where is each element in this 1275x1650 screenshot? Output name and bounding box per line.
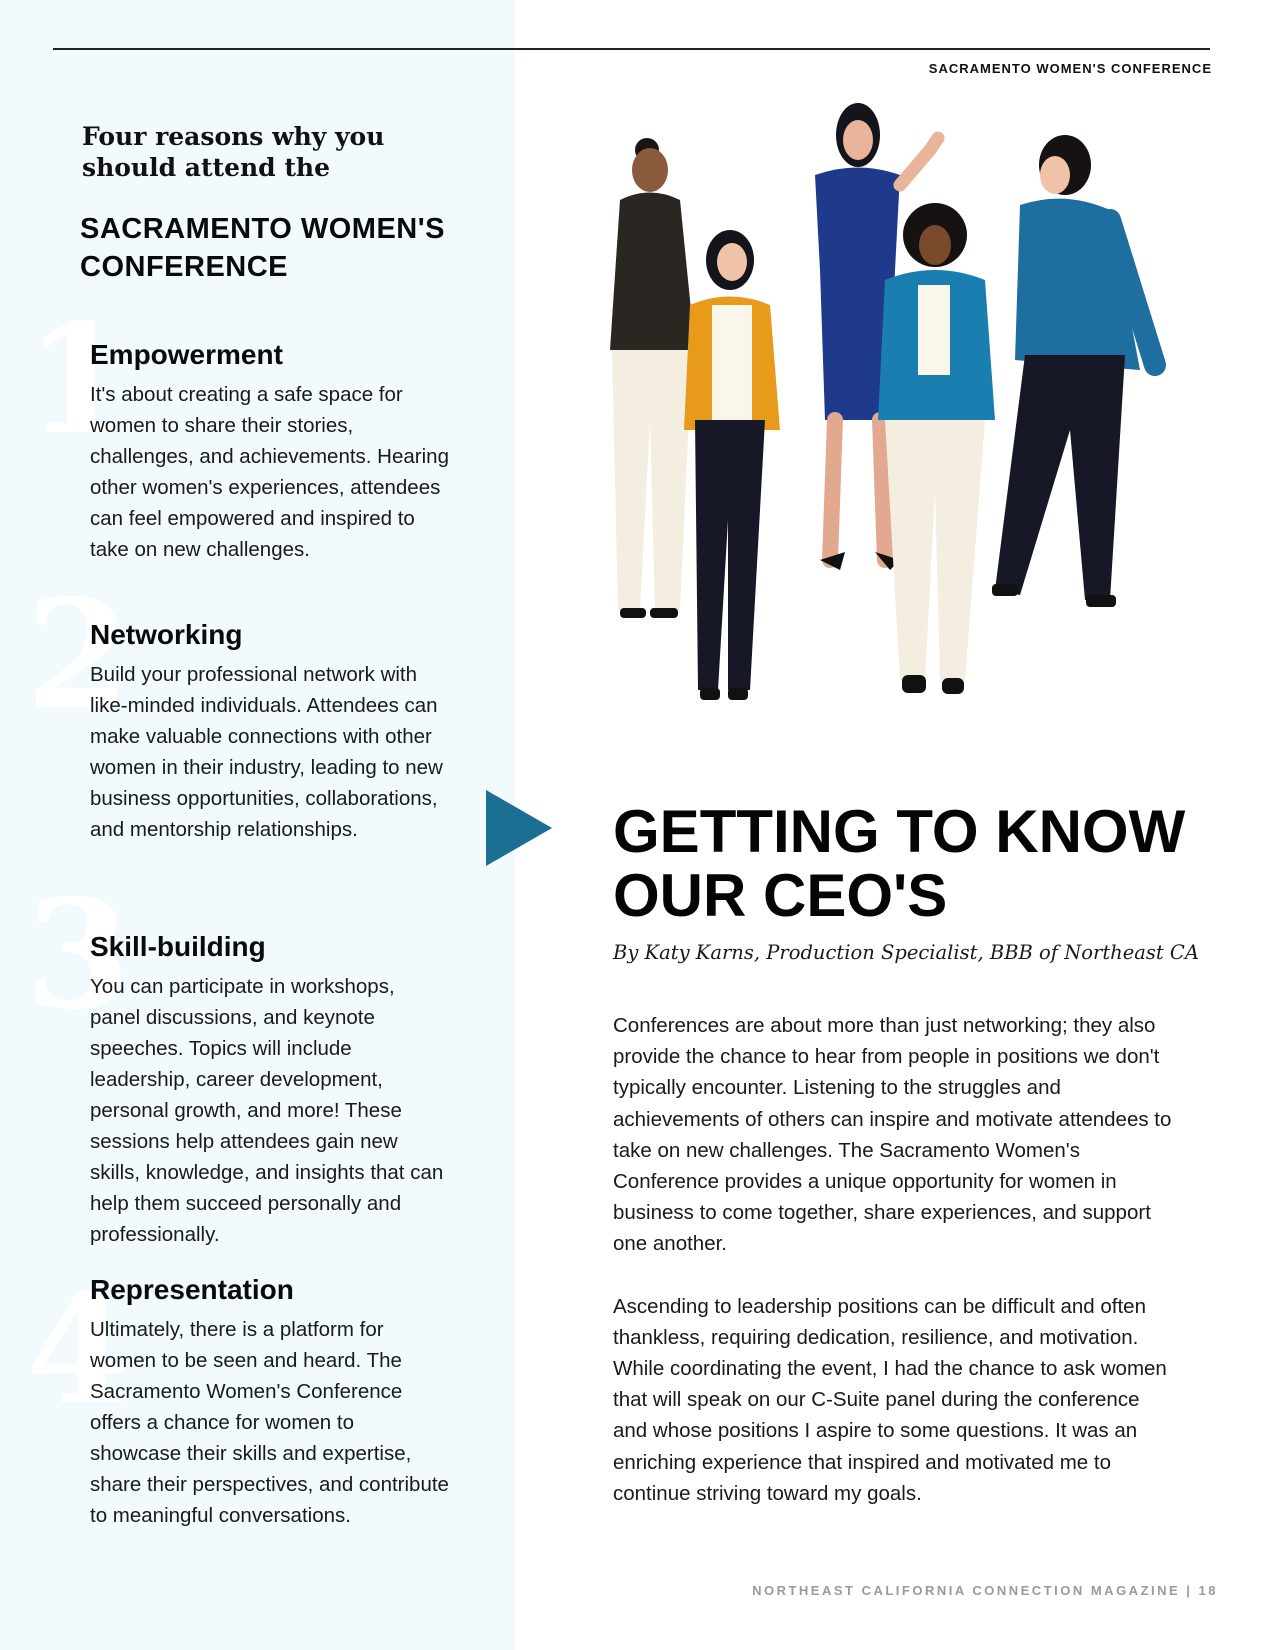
reason-number-4: 4 xyxy=(26,1262,131,1438)
reason-number-1: 1 xyxy=(26,292,131,468)
article-paragraph: Conferences are about more than just networking; they also provide the chance to hear from people in positions we don't typically encounter. Listening to the struggles and achievements of others can inspire and motivate attendees to take on new challenges. The Sacramento Women's Conference provides a unique opportunity for women in business to come together, share experiences, and support one another. xyxy=(613,1014,1172,1256)
reason-representation xyxy=(90,1274,450,1531)
article-body xyxy=(613,1010,1173,1540)
reason-text: You can participate in workshops, panel discussions, and keynote speeches. Topics will include leadership, career development, personal growth, and more! These sessions help attendees gain new skills, knowledge, and insights that can help them succeed personally and professionally. xyxy=(90,975,444,1246)
reason-empowerment xyxy=(90,339,450,565)
article-headline: GETTING TO KNOW OUR CEO'S xyxy=(613,798,1186,929)
reason-networking xyxy=(90,619,450,845)
reason-number-3: 3 xyxy=(26,867,131,1043)
reason-title: Empowerment xyxy=(90,339,283,370)
play-arrow-icon xyxy=(486,790,552,866)
reason-text: Build your professional network with like-minded individuals. Attendees can make valuable connections with other women in their industry, leading to new business opportunities, collaborations, and mentorship relationships. xyxy=(90,663,443,841)
article-byline: By Katy Karns, Production Specialist, BBB of Northeast CA xyxy=(613,941,1199,964)
reason-text: Ultimately, there is a platform for women to be seen and heard. The Sacramento Women's Conference offers a chance for women to showcase their skills and expertise, share their perspectives, and contribute to meaningful conversations. xyxy=(90,1318,449,1527)
women-group-illustration xyxy=(600,90,1220,750)
reason-text: It's about creating a safe space for women to share their stories, challenges, and achievements. Hearing other women's experiences, attendees can feel empowered and inspired to take on new challenges. xyxy=(90,383,449,561)
reason-title: Skill-building xyxy=(90,931,266,962)
article-paragraph: Ascending to leadership positions can be difficult and often thankless, requiring dedication, resilience, and motivation. While coordinating the event, I had the chance to ask women that will speak on our C-Suite panel during the conference and whose positions I aspire to some questions. It was an enriching experience that inspired and motivated me to continue striving toward my goals. xyxy=(613,1294,1167,1505)
page-footer: NORTHEAST CALIFORNIA CONNECTION MAGAZINE | 18 xyxy=(752,1583,1218,1598)
woman-blue-blazer xyxy=(992,135,1155,607)
reason-skill-building xyxy=(90,931,450,1250)
running-head: SACRAMENTO WOMEN'S CONFERENCE xyxy=(928,61,1212,76)
woman-black-blazer xyxy=(610,138,695,618)
sidebar-intro: Four reasons why you should attend the xyxy=(82,122,385,182)
reason-title: Networking xyxy=(90,619,243,650)
reason-number-2: 2 xyxy=(26,567,131,743)
top-rule xyxy=(53,48,1210,50)
reason-title: Representation xyxy=(90,1274,294,1305)
woman-teal-blazer xyxy=(878,203,995,694)
woman-mustard-jacket xyxy=(684,230,780,700)
sidebar-conference-name: SACRAMENTO WOMEN'S CONFERENCE xyxy=(80,213,445,283)
